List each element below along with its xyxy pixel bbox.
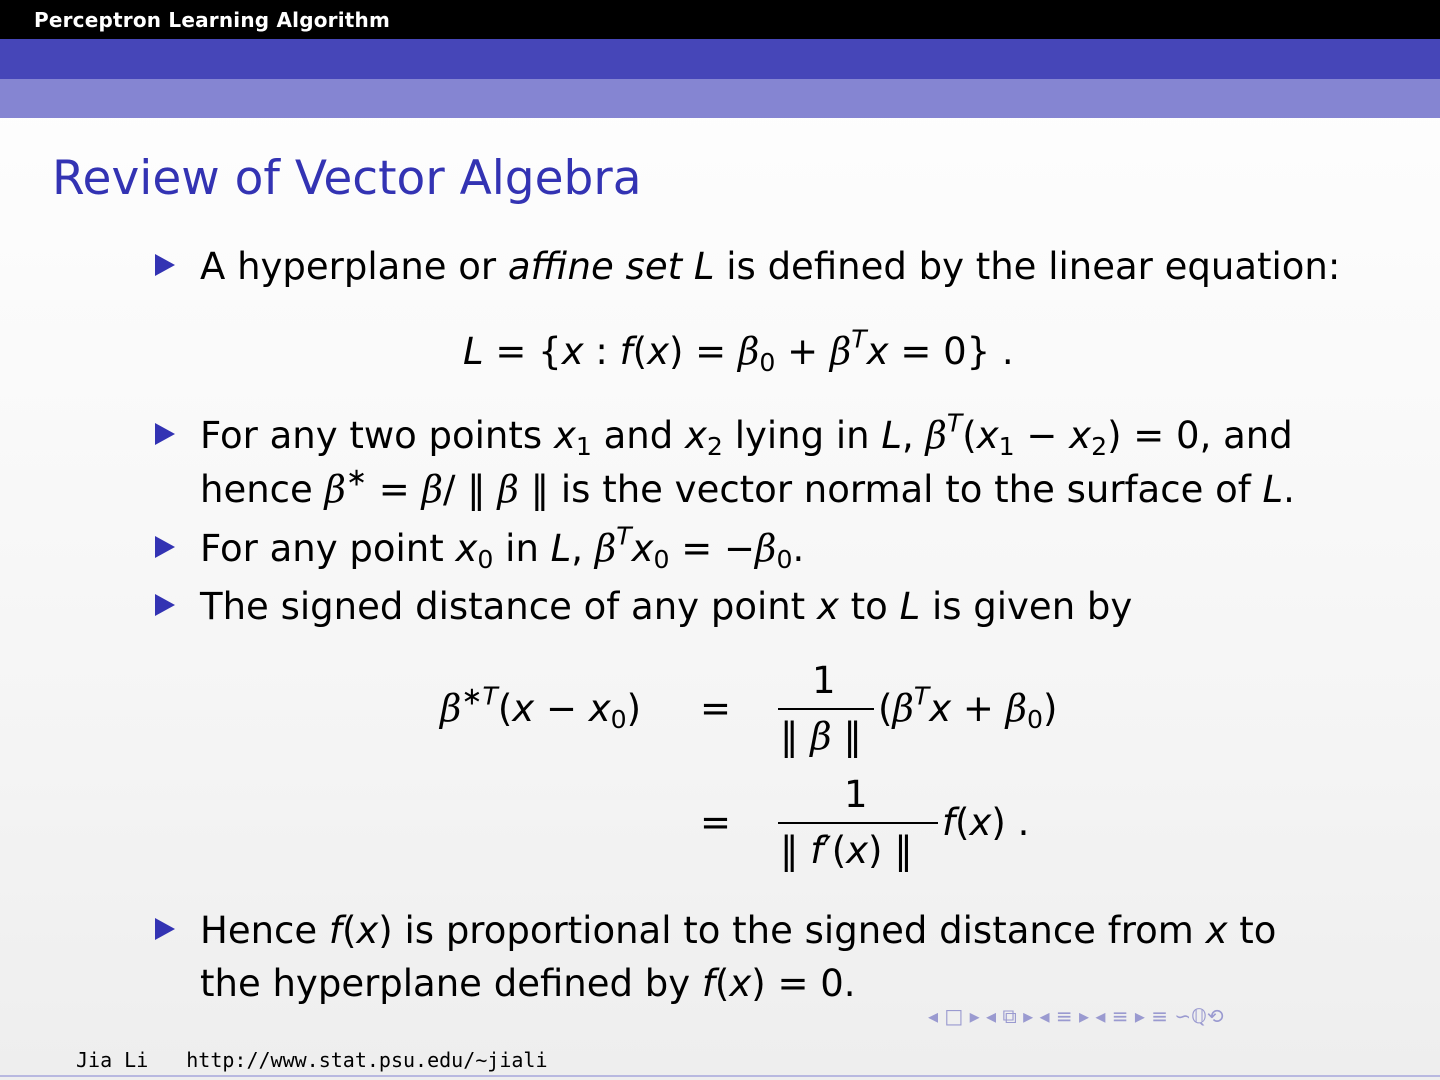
bullet-5-line-1: Hence f(x) is proportional to the signed distance from x to	[200, 909, 1277, 952]
hyperplane-equation: L = {x : $f(x) = \beta_0 + \beta^Tx = 0$} .	[463, 324, 1014, 378]
bullet-triangle-icon	[155, 594, 175, 616]
fraction-2-denominator: ‖ f′(x) ‖	[780, 829, 913, 872]
footer-url: http://www.stat.psu.edu/∼jiali	[186, 1048, 548, 1072]
distance-rhs-1: $(\beta^Tx + \beta_0)$	[878, 681, 1058, 735]
bullet-2-line-2: hence β∗ = β/ ‖ β ‖ is the vector normal to the surface of L.	[200, 462, 1295, 511]
fraction-1-denominator: ‖ β ‖	[780, 715, 862, 758]
footer-line	[0, 1075, 1440, 1077]
footer-author: Jia Li	[76, 1048, 149, 1072]
frame-title: Review of Vector Algebra	[52, 151, 642, 206]
header-band-light	[0, 79, 1440, 118]
header-bar	[0, 0, 1440, 39]
bullet-3-text: For any point $x_0$ in L, $\beta^Tx_0 = -\beta_0$.	[200, 521, 805, 575]
fraction-2-numerator: 1	[844, 773, 868, 816]
bullet-triangle-icon	[155, 918, 175, 940]
equals-sign-2: =	[700, 801, 732, 844]
header-title: Perceptron Learning Algorithm	[34, 8, 391, 32]
fraction-1-bar	[778, 708, 874, 710]
bullet-triangle-icon	[155, 254, 175, 276]
bullet-5-line-2: the hyperplane defined by f(x) = 0.	[200, 962, 856, 1005]
fraction-2-bar	[778, 822, 938, 824]
equals-sign-1: =	[700, 687, 732, 730]
distance-lhs: $\beta^{∗T}(x - x_0)$	[440, 681, 642, 735]
fraction-1-numerator: 1	[812, 659, 836, 702]
bullet-1-text: A hyperplane or affine set L is defined by the linear equation:	[200, 245, 1341, 288]
header-band-dark	[0, 39, 1440, 79]
bullet-2-line-1: For any two points $x_1$ and $x_2$ lying in L, $\beta^T(x_1 - x_2) = 0$, and	[200, 408, 1293, 462]
bullet-triangle-icon	[155, 423, 175, 445]
bullet-4-text: The signed distance of any point x to L is given by	[200, 585, 1133, 628]
beamer-navigation-icons[interactable]: ◂ □ ▸ ◂ ⧉ ▸ ◂ ≡ ▸ ◂ ≡ ▸ ≡ ∽ℚ⟲	[928, 1004, 1224, 1028]
distance-rhs-2: f(x) .	[942, 801, 1030, 844]
bullet-triangle-icon	[155, 536, 175, 558]
footer	[76, 1048, 585, 1072]
